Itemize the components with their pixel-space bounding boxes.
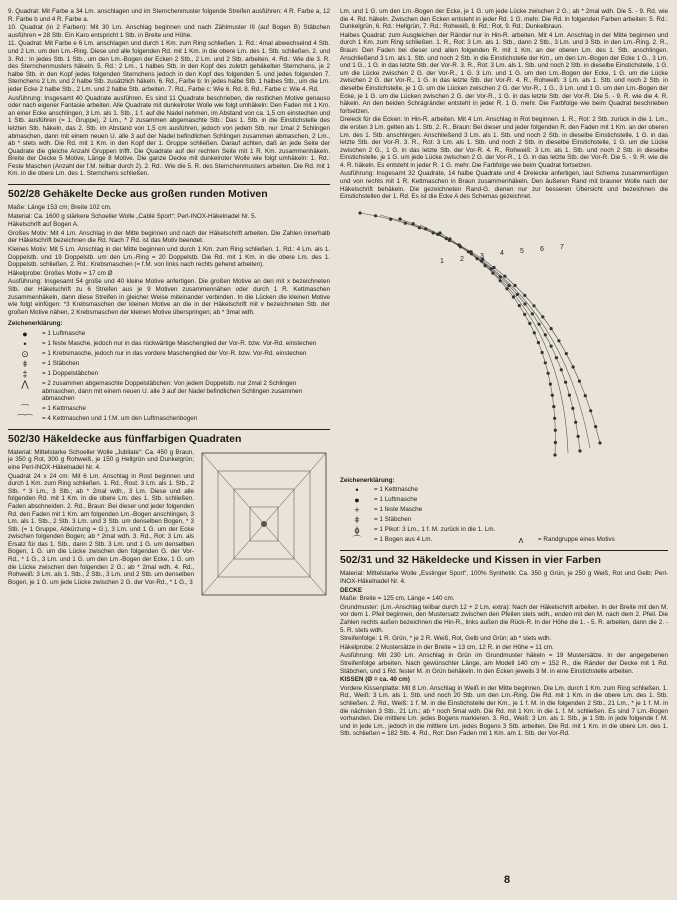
text-paragraph: Grundmuster: (Lm.-Anschlag teilbar durch 12 + 2 Lm. extra): Nach der Häkelschrift arbeiten. In der Breite mit den M. vor dem 1. Pfeil beginnen, den Mustersatz zwischen den Pfeilen stets wdh., enden mit den M. nach dem 2. Pfeil. Die Zahlen rechts außen bezeichnen die Hin-R., links außen die Rück-R. In der Höhe die 1. - 5. R. arbeiten, dann die 2. - 5. R. stets wdh. bbox=[340, 603, 668, 634]
stitch-mark bbox=[544, 361, 547, 364]
legend-text: = 1 Bogen aus 4 Lm. bbox=[374, 536, 433, 544]
stitch-mark bbox=[418, 226, 421, 229]
treble-cluster-icon: ⋀ bbox=[21, 378, 29, 389]
stitch-mark bbox=[389, 217, 392, 220]
stitch-mark bbox=[552, 405, 555, 408]
legend-text: = 1 feste Masche, jedoch nur in das rückwärtige Maschenglied der Vor-R. bzw. Vor-Rd. einstechen bbox=[42, 339, 317, 347]
stitch-mark bbox=[541, 351, 544, 354]
legend-title: Zeichenerklärung: bbox=[340, 476, 395, 484]
text-paragraph: Vordere Kissenplatte: Mit 8 Lm. Anschlag in Weiß in der Mitte beginnen. Die Lm. durch 1 Km. zum Ring schließen. 1. Rd., Weiß: 3 Lm. als 1. Stb. und noch 20 Stb. um den Lm.-Ring. Die Rd. mit 1 Km. in die obere Lm. des 1. Stb. schließen. 2. Rd., Weiß: 1 f. M. in die Einstichstelle der Km., je 1 f. M. in die folgenden 2 Stb., 21 Lm., * je 1 f. M. in die nächsten 3 Stb., 21 Lm.; ab * noch 5mal wdh. Die Rd. mit 1 Km. in die 1. f. M. schließen. Es sind 7 Lm.-Bogen vorhanden. Die mittlere Lm. jedes Bogens markieren. 3. Rd., Weiß: 3 Lm. als 1. Stb., je 1 Stb. in jede folgende f. M. und in jede Lm., jedoch in die mittlere Lm. jedes Bogens 3 Stb. arbeiten. Die Rd. mit 1 Km. in die obere Lm. des 1. Stb. schließen = 182 Stb. 4. Rd., Rot: Den Faden mit 1 Km. am 1. Stb. der Vor-Rd. bbox=[340, 684, 668, 738]
text-paragraph: KISSEN (Ø = ca. 40 cm) bbox=[340, 676, 410, 684]
stitch-mark bbox=[358, 211, 361, 214]
legend-item bbox=[340, 496, 668, 504]
stitch-mark bbox=[560, 368, 563, 371]
stitch-mark bbox=[537, 322, 540, 325]
legend-text: = 1 Luftmasche bbox=[42, 329, 86, 337]
stitch-mark bbox=[553, 453, 556, 456]
stitch-mark bbox=[445, 237, 448, 240]
page-number: 8 bbox=[504, 874, 511, 886]
stitch-mark bbox=[476, 257, 479, 260]
stitch-mark bbox=[584, 394, 587, 397]
stitch-mark bbox=[577, 435, 580, 438]
left-column bbox=[8, 8, 330, 601]
text-paragraph: Häkelprobe: Großes Motiv = 17 cm Ø bbox=[8, 269, 113, 277]
stitch-mark bbox=[550, 327, 553, 330]
stitch-mark bbox=[491, 271, 494, 274]
row-number: 6 bbox=[540, 245, 544, 253]
stitch-mark bbox=[523, 313, 526, 316]
stitch-mark bbox=[578, 449, 581, 452]
legend-text: = 1 Stäbchen bbox=[42, 359, 80, 367]
text-paragraph: 11. Quadrat: Mit Farbe e 6 Lm. anschlagen und durch 1 Km. zum Ring schließen. 1. Rd.: 4mal abwechselnd 4 Stb. und 2 Lm. um den Lm.-Ring. Diese und alle folgenden Rd. mit 1 Km. in die obere Lm. des 1. Stb. schließen. 2. und 3. Rd.: In jedes Stb. 1 Stb., um den Lm.-Bogen der Ecken 2 Stb., 2 Lm. und 2 Stb. arbeiten. 4. Rd.: Wie die 3. R. des Sternchenmusters häkeln. 5. Rd.: 2 Lm., 1 halbes Stb. in den Kopf des zuletzt gehäkelten Sternchens, je 2 halbe Stb. in den Kopf jedes folgenden Sternchens jedoch in den Kopf des folgenden 5. und jedes folgenden 7. Sternchens 2 Lm. und 2 halbe Stb. zusätzlich häkeln. 6. Rd., Farbe b: In jedes halbe Stb. 1 halbes Stb., um die Lm. jeder Ecke 2 halbe Stb., 2 Lm. und 2 halbe Stb. arbeiten. 7. Rd., Farbe c: Wie 6. Rd. 8. Rd., Farbe c: Wie 4. Rd. bbox=[8, 40, 330, 93]
slip-stitch-group-icon: ⁀⁀ bbox=[17, 413, 33, 424]
section-title: 502/31 und 32 Häkeldecke und Kissen in vier Farben bbox=[340, 550, 668, 566]
treble-crochet-icon: ‡ bbox=[22, 368, 28, 379]
row-number: 3 bbox=[480, 252, 484, 260]
text-paragraph: Material: Mittelstarke Schoeller Wolle „Jubilate“: Ca. 450 g Braun, je 350 g Rot, 300 g Rohweiß, je 150 g Hellgrün und Dunkelgrün; eine Perl-INOX-Häkelnadel Nr. 4. bbox=[8, 448, 194, 471]
text-paragraph: Maße: Länge 153 cm; Breite 102 cm. bbox=[8, 204, 112, 212]
slip-stitch-icon: • bbox=[355, 485, 359, 496]
text-paragraph: Lm. und 1 G. um den Lm.-Bogen der Ecke, je 1 G. um jede Lücke zwischen 2 G.; ab * 2mal wdh. Die 5. - 9. Rd. wie die 4. Rd. häkeln. Zwischen den Ecken entsteht in jeder Rd. 1 G. mehr. Die Rd. in folgenden Farben arbeiten: 5. Rd.: Dunkelgrün, 6. Rd.: Hellgrün, 7. Rd.: Rohweiß, 8. Rd.: Rot, 9. Rd.: Dunkelbraun. bbox=[340, 8, 668, 31]
stitch-mark bbox=[549, 382, 552, 385]
stitch-mark bbox=[554, 428, 557, 431]
row-number: 2 bbox=[460, 255, 464, 263]
legend-text: = 4 Kettmaschen und 1 f.M. um den Luftmaschenbogen bbox=[42, 414, 198, 422]
stitch-mark bbox=[518, 304, 521, 307]
stitch-mark bbox=[550, 344, 553, 347]
stitch-mark bbox=[505, 287, 508, 290]
text-paragraph: Quadrat 24 x 24 cm: Mit 6 Lm. Anschlag in Rost beginnen und durch 1 Km. zum Ring schließen. 1. Rd., Rost: 3 Lm. als 1. Stb., 2 Stb. * 3 Lm., 3 Stb.; ab * 2mal wdh., 3 Lm. Diese und alle folgenden Rd. mit 1 Km. in die obere Lm. des 1. Stb. schließen. Faden abschneiden. 2. Rd., Braun: Bei dieser und jeder folgenden Rd. den Faden mit 1 Km. am folgenden Lm.-Bogen anschlingen, 3 Lm. als 1. Stb., 2 Stb. 3 Lm. und 3 Stb. um denselben Bogen, * 3 Stb. (= 1 Gruppe, Abkürzung = G.), 3 Lm. und 1 G. um der Ecke zwischen folgenden Bogen; ab * 2mal wdh. 3. Rd., Rot: 3 Lm. als Ersatz für das 1. Stb., dann 2 Stb. 3 Lm. und 1 G. um denselben Bogen, 1 G. um die Lücke zwischen den folgenden G. der Vor-Rd., * 1 G., 3 Lm. und 1 G. um den Lm.-Bogen der Ecke, 1 G. um die Lücke zwischen den folgenden 2 G.; ab * 2mal wdh. 4. Rd., Rohweiß: 3 Lm. als 1. Stb., 2 Stb., 3 Lm. und 2 Stb. um denselben Bogen, je 1 G. um jede Lücke zwischen 2 G. der Vor-Rd., * 1 G., 3 bbox=[8, 472, 194, 586]
slip-stitch-icon: ⁀ bbox=[21, 403, 29, 414]
legend-item bbox=[8, 360, 330, 368]
legend-item bbox=[8, 350, 330, 358]
legend-text: = 1 Doppelstäbchen bbox=[42, 369, 99, 377]
text-paragraph: Dreieck für die Ecken: In Hin-R. arbeiten. Mit 4 Lm. Anschlag in Rot beginnen. 1. R., Rot: 2 Stb. zurück in die 1. Lm., die ersten 3 Lm. gelten als 1. Stb. 2. R., Braun: Bei dieser und jeder folgenden R. den Faden mit 1 Km. an der oberen Lm. des 1. Stb. anschlingen. Anschließend 3 Lm. als 1. Stb. und noch 2 Stb. in dieselbe Einstichstelle, 1 G. in das letzte Stb. der Vor-R. 3. R., Rot: 3 Lm. als 1. Stb. und noch 2 Stb. in dieselbe Einstichstelle, 1 G. um die Lücke zwischen 2 G., 1 G. in das letzte Stb. der Vor-R. 4. R., Rohweiß: 3 Lm. als 1. Stb. und noch 2 Stb. in dieselbe Einstichstelle, je 1 G. um jede Lücke zwischen 2 G. der Vor-R., 1 G. in das letzte Stb. der Vor-R. Die 5. - 9. R. wie die 4. R. häkeln. Es entsteht in jeder R. 1 G. mehr. Die Farbfolge wie beim Quadrat fortsetzen. bbox=[340, 116, 668, 169]
stitch-mark bbox=[551, 393, 554, 396]
stitch-mark bbox=[374, 214, 377, 217]
stitch-mark bbox=[467, 250, 470, 253]
text-paragraph: Ausführung: Insgesamt 32 Quadrate, 14 halbe Quadrate und 4 Dreiecke anfertigen, laut Schema zusammenfügen und von rechts mit 1 R. Kettmaschen in Braun zusammenhäkeln. Den äußeren Rand mit brauner Wolle nach der Häkelschrift behäkeln. Die gezeichneten Rand-G. dienen nur zur besseren Übersicht und bezeichnen die Einstichstellen der 1. Rd. Es ist die Ecke A des Schemas gezeichnet. bbox=[340, 170, 668, 201]
text-paragraph: Ausführung: Insgesamt 40 Quadrate ausführen. Es sind 11 Quadrate beschrieben, die restlichen Motive genauso oder nach eigener Fantasie arbeiten. Alle Quadrate mit dunkelroter Wolle wie folgt umhäkeln: Den Faden mit 1 Km. an einer Ecke anschlingen, 3 Lm. als 1. Stb., 1 f. auf die Nadel nehmen, im Abstand von ca. 1,5 cm einstechen und 1 Stb. ausführen (= 1. Gruppe), 2 Lm., * 2 zusammen abgemaschte Stb.: Das 1. Stb. in die Einstichstelle des letzten Stb. häkeln, das 2. Stb. im Abstand von 1,5 cm ausführen, jedoch von jedem Stb. nur 1mal 2 Schlingen abmaschen, dann mit einem neuen U. alle 3 auf der Nadel befindlichen Schlingen zusammen abmaschen, 2 Lm., ab * stets wdh. Die Rd. mit 1 Km. in den Kopf der 1. Gruppe schließen. Darauf achten, daß an jede Seite der Quadrate die gleiche Anzahl Gruppen trifft. Die Quadrate auf der rechten Seite mit 1 R. Km. zusammenhäkeln. Breite der Decke 5 Motive, Länge 8 Motive. Die ganze Decke mit dunkelroter Wolle wie folgt umhäkeln: 1. Rd.: Feste Maschen (Anzahl der f.M. teilbar durch 2). 2. Rd.: Wie die 5. R. des Sternchenmusters arbeiten. Die Rd. mit 1 Km. in die obere Lm. des 1. Sternchens schließen. bbox=[8, 94, 330, 178]
text-paragraph: DECKE bbox=[340, 586, 363, 594]
stitch-mark bbox=[578, 379, 581, 382]
stitch-mark bbox=[458, 243, 461, 246]
legend-item bbox=[340, 516, 668, 524]
stitch-mark bbox=[516, 293, 519, 296]
stitch-mark bbox=[523, 294, 526, 297]
legend-text: = Randgruppe eines Motivs bbox=[538, 536, 615, 544]
legend-text: = 1 Pikot: 3 Lm., 1 f. M. zurück in die 1. Lm. bbox=[374, 526, 496, 534]
text-paragraph: Kleines Motiv: Mit 5 Lm. Anschlag in der Mitte beginnen und durch 1 Km. zum Ring schließen. 1. Rd.: 4 Lm. als 1. Doppelstb. und 19 Doppelstb. um den Lm.-Ring = 20 Doppelstb. Die Rd. mit 1 Km. in die obere Lm. des 1. Doppelstb. schließen. 2. Rd.: Krebsmaschen (= f.M. von links nach rechts gehend arbeiten). bbox=[8, 246, 330, 269]
stitch-mark bbox=[598, 441, 601, 444]
crochet-chart bbox=[340, 203, 668, 473]
stitch-mark bbox=[412, 222, 415, 225]
text-paragraph: Maße: Breite = 125 cm, Länge = 140 cm. bbox=[340, 595, 455, 603]
stitch-mark bbox=[499, 279, 502, 282]
legend-text: = 1 Kettmasche bbox=[374, 486, 418, 494]
stitch-mark bbox=[553, 417, 556, 420]
row-number: 5 bbox=[520, 247, 524, 255]
stitch-mark bbox=[470, 252, 473, 255]
stitch-mark bbox=[537, 341, 540, 344]
stitch-mark bbox=[554, 441, 557, 444]
legend-text: = 1 Stäbchen bbox=[374, 516, 412, 524]
granny-square-diagram bbox=[198, 449, 330, 599]
legend-title: Zeichenerklärung: bbox=[8, 320, 63, 328]
legend-item bbox=[8, 370, 330, 378]
text-paragraph: Großes Motiv: Mit 4 Lm. Anschlag in der Mitte beginnen und nach der Häkelschrift arbeiten. Die Zahlen innerhalb der Häkelschrift bezeichnen die Rd. Nach 7 Rd. ist das Motiv beendet. bbox=[8, 229, 330, 245]
double-crochet-icon: ǂ bbox=[354, 515, 360, 526]
stitch-mark bbox=[490, 267, 493, 270]
stitch-mark bbox=[438, 231, 441, 234]
stitch-mark bbox=[557, 339, 560, 342]
stitch-mark bbox=[448, 237, 451, 240]
stitch-mark bbox=[589, 409, 592, 412]
chain-arc-icon: ⌒ bbox=[352, 535, 362, 546]
stitch-mark bbox=[492, 266, 495, 269]
picot-icon: ϕ bbox=[354, 525, 360, 536]
chain-stitch-icon: ● bbox=[354, 495, 360, 506]
right-column bbox=[340, 8, 668, 739]
single-crochet-icon: + bbox=[354, 505, 360, 516]
chain-stitch-icon: ● bbox=[22, 328, 28, 339]
legend-text: = 2 zusammen abgemaschte Doppelstäbchen: Von jedem Doppelstb. nur 2mal 2 Schlingen abmaschen, dann mit einem neuen U. alle 3 auf der Nadel befindlichen Schlingen zusammen abmaschen bbox=[42, 379, 303, 403]
stitch-mark bbox=[541, 315, 544, 318]
legend-item bbox=[8, 380, 330, 403]
stitch-mark bbox=[565, 352, 568, 355]
text-paragraph: Halbes Quadrat: zum Ausgleichen der Ränder nur in Hin-R. arbeiten. Mit 4 Lm. Anschlag in der Mitte beginnen und durch 1 Km. zum Ring schließen. 1. R., Rot: 3 Lm. als 1. Stb., dann 2 Stb., 3 Lm. und 3 Stb. in den Lm.-Ring. 2. R., Braun: Den Faden bei dieser und allen folgenden R. mit 1 Km. an der oberen Lm. des 1. Stb. anschlingen. Anschließend 3 Lm. als 1. Stb. und noch 2 Stb. in die Einstichstelle der Km., um den Lm.-Bogen der Ecke 1 G., 3 Lm. und 1 G., 1 G. in das letzte Stb. der Vor-R. 3. R., Rot: 3 Lm. als 1. Stb. und noch 2 Stb. in dieselbe Einstichstelle, 1 G. um die Lücke zwischen 2 G. der Vor-R., 1 G. 3 Lm. und 1 G. um den Lm.-Bogen der Ecke, 1 G. um die Lücke zwischen 2 G. der Vor-R., 1 G. in das letzte Stb. der Vor-R. 4. R., Rohweiß: 3 Lm. als 1. Stb. und noch 2 Stb. in dieselbe Einstichstelle, je 1 G. um die Lücken zwischen 2 G. der Vor-R., 1 G., 3 Lm. und 1 G. um den Lm.-Bogen der Ecke, je 1 G. um die Lücken zwischen 2 G. der Vor-R., 1 G. in das letzte Stb. der Vor-R. Die 5. - 9. R. wie die 4. R. häkeln. An den beiden Schrägränder entsteht in jeder R. 1 G. mehr. Die Farbfolge wie beim Quadrat beschrieben fortsetzen. bbox=[340, 31, 668, 115]
stitch-mark bbox=[531, 312, 534, 315]
stitch-mark bbox=[547, 372, 550, 375]
stitch-mark bbox=[533, 331, 536, 334]
stitch-mark bbox=[571, 407, 574, 410]
double-crochet-icon: ǂ bbox=[22, 358, 28, 369]
single-crochet-icon: • bbox=[23, 338, 27, 349]
stitch-mark bbox=[568, 393, 571, 396]
stitch-mark bbox=[555, 356, 558, 359]
stitch-mark bbox=[499, 275, 502, 278]
legend-text: = 1 Luftmasche bbox=[374, 496, 418, 504]
stitch-mark bbox=[398, 217, 401, 220]
stitch-mark bbox=[513, 284, 516, 287]
edge-group-icon: ʌ bbox=[518, 535, 524, 546]
legend-text: = 1 Krebsmasche, jedoch nur in das vordere Maschenglied der Vor-R. bzw. Vor-Rd. einstechen bbox=[42, 349, 307, 357]
text-paragraph: Ausführung: Insgesamt 54 große und 40 kleine Motive anfertigen. Die großen Motive an den mit x bezeichneten Stb. der Häkelschrift zu 6 Streifen aus je 9 Motiven zusammennähen oder durch 1 R. Kettmaschen zusammenhäkeln, dann diese Streifen in gleicher Weise miteinander verbinden. In die Lücken die kleinen Motive wie folgt einfügen: *3 Krebsmaschen der kleinen Motive an die in der Häkelschrift mit v bezeichneten Stb. der großen Motive nähen, 2 Krebsmaschen der kleinen Motive überspringen; ab * 3mal wdh. bbox=[8, 278, 330, 316]
stitch-mark bbox=[507, 284, 510, 287]
legend-text: = 1 Kettmasche bbox=[42, 404, 86, 412]
text-paragraph: Häkelschrift auf Bogen A. bbox=[8, 221, 79, 229]
stitch-mark bbox=[503, 274, 506, 277]
legend-item bbox=[340, 506, 668, 514]
stitch-mark bbox=[544, 333, 547, 336]
stitch-mark bbox=[572, 365, 575, 368]
stitch-mark bbox=[523, 302, 526, 305]
row-number: 7 bbox=[560, 243, 564, 251]
crab-stitch-icon: ⊙ bbox=[21, 348, 29, 359]
row-number: 4 bbox=[500, 249, 504, 257]
stitch-mark bbox=[484, 264, 487, 267]
legend-text: = 1 feste Masche bbox=[374, 506, 423, 514]
stitch-mark bbox=[512, 295, 515, 298]
legend-item bbox=[8, 405, 330, 413]
stitch-mark bbox=[532, 304, 535, 307]
text-paragraph: Material: Mittelstarke Wolle „Esslinger Sport“, 100% Synthetik: Ca. 350 g Grün, je 250 g Weiß, Rot und Gelb; Perl-INOX-Häkelnadel Nr. 4. bbox=[340, 570, 668, 586]
text-paragraph: 10. Quadrat (in 2 Farben): Mit 30 Lm. Anschlag beginnen und nach Zählmuster III (auf Bogen B) Stäbchen ausführen = 28 Stb. Ein Karo entspricht 1 Stb. in Breite und Höhe. bbox=[8, 24, 330, 39]
stitch-mark bbox=[404, 221, 407, 224]
section-title: 502/30 Häkeldecke aus fünffarbigen Quadraten bbox=[8, 429, 330, 445]
stitch-mark bbox=[528, 322, 531, 325]
legend-item bbox=[340, 526, 668, 534]
legend-item bbox=[8, 330, 330, 338]
text-paragraph: Material: Ca. 1600 g stärkere Schoeller Wolle „Cablé Sport“; Perl-INOX-Häkelnadel Nr. 5. bbox=[8, 212, 257, 220]
text-paragraph: Häkelprobe: 2 Mustersätze in der Breite = 13 cm, 12 R. in der Höhe = 11 cm. bbox=[340, 643, 554, 651]
stitch-mark bbox=[424, 227, 427, 230]
text-paragraph: Ausführung: Mit 230 Lm. Anschlag in Grün im Grundmuster häkeln = 19 Mustersätze. In der angegebenen Streifenfolge arbeiten. Nach gewünschter Länge, am Modell 140 cm = 152 R., die Ränder der Decke mit 1 Rd. Stäbchen, und 1 Rd. fester M. in Grün behäkeln. In den Ecken jeweils 3 M. in eine Einstichstelle arbeiten. bbox=[340, 652, 668, 675]
stitch-mark bbox=[574, 420, 577, 423]
stitch-mark bbox=[432, 231, 435, 234]
text-paragraph: 9. Quadrat: Mit Farbe a 34 Lm. anschlagen und im Sternchenmuster folgende Streifen ausführen: 4 R. Farbe a, 12 R. Farbe b und 4 R. Farbe a. bbox=[8, 8, 330, 23]
text-paragraph: Streifenfolge: 1 R. Grün, * je 2 R. Weiß, Rot, Gelb und Grün; ab * stets wdh. bbox=[340, 635, 552, 643]
legend-item bbox=[8, 340, 330, 348]
stitch-mark bbox=[594, 425, 597, 428]
row-number: 1 bbox=[440, 257, 444, 265]
legend-item bbox=[8, 415, 330, 423]
legend-item bbox=[340, 536, 668, 544]
section-title: 502/28 Gehäkelte Decke aus großen runden Motiven bbox=[8, 184, 330, 200]
legend-item bbox=[340, 486, 668, 494]
stitch-mark bbox=[564, 380, 567, 383]
